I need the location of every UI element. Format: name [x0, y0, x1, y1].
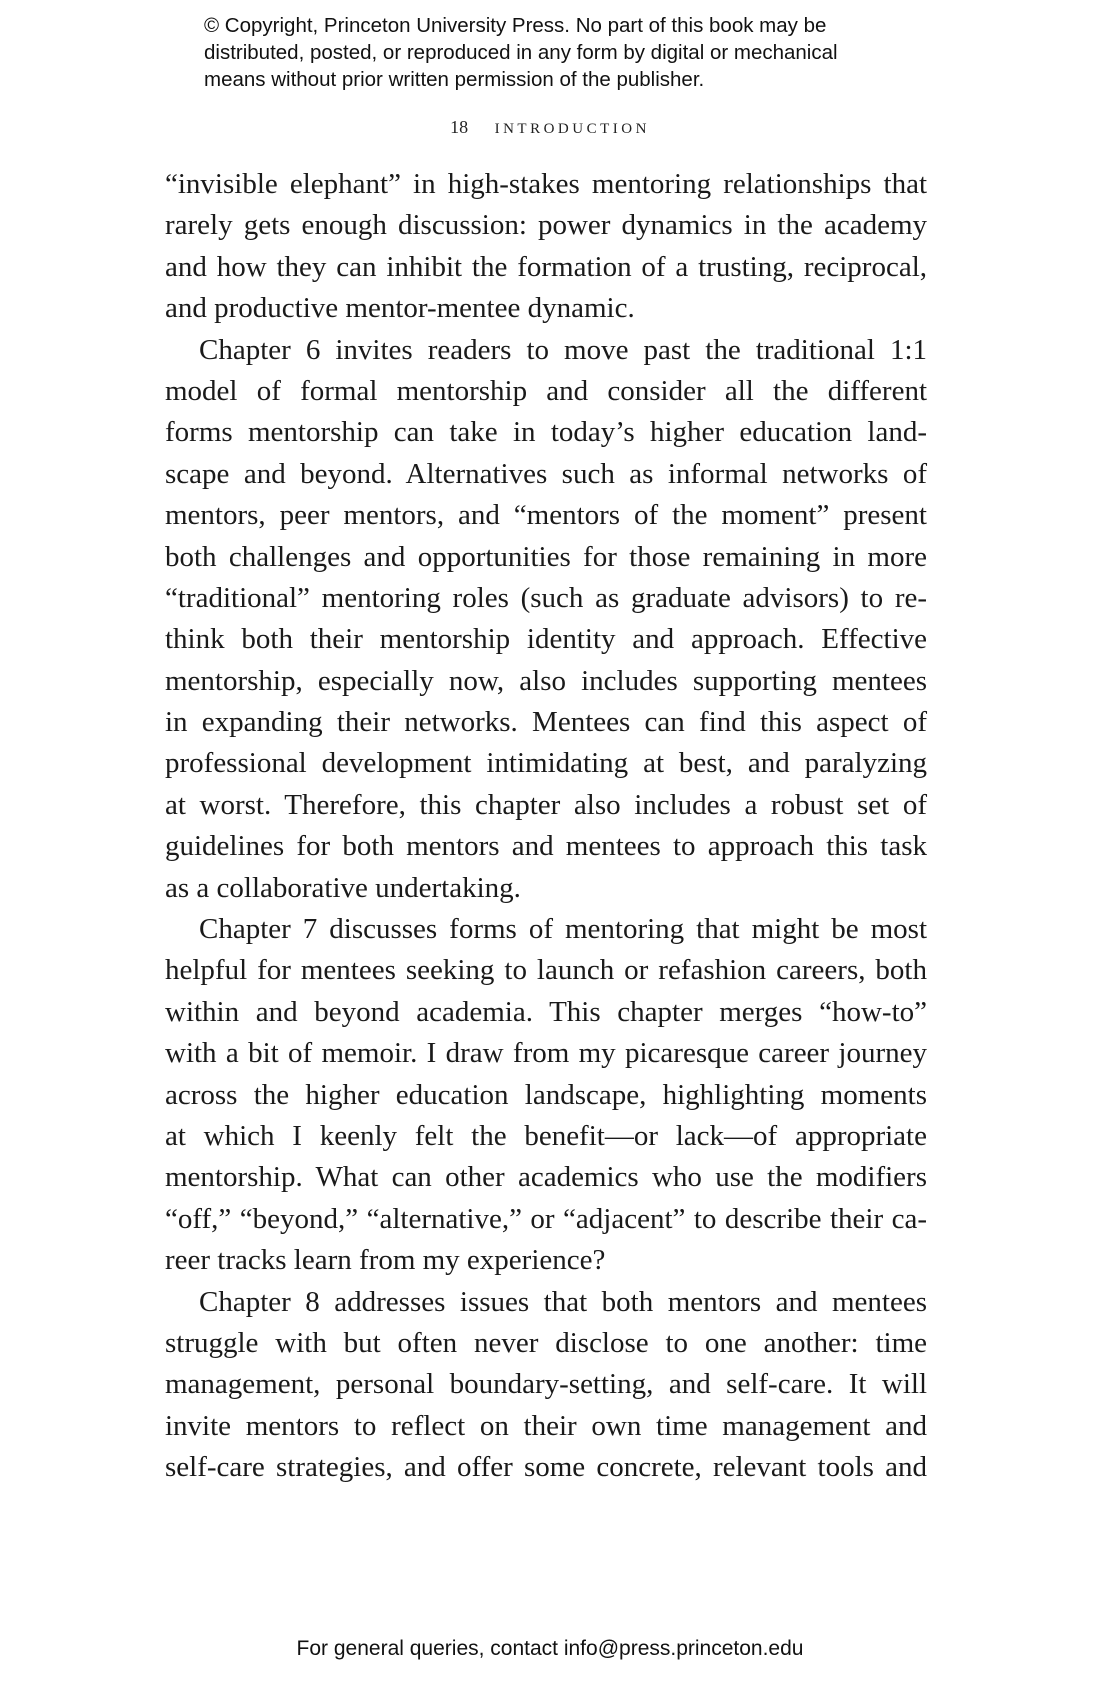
text-line: mentorship. What can other academics who use the modifiers — [165, 1161, 927, 1194]
text-line: and productive mentor-mentee dynamic. — [165, 292, 635, 325]
copyright-line: © Copyright, Princeton University Press. No part of this book may be — [204, 14, 827, 37]
text-line: “invisible elephant” in high-stakes mentoring relationships that — [165, 168, 927, 200]
text-line: as a collaborative undertaking. — [165, 871, 521, 904]
paragraph — [165, 330, 927, 909]
text-line: struggle with but often never disclose to one another: time — [165, 1326, 927, 1359]
text-line: “off,” “beyond,” “alternative,” or “adjacent” to describe their ca- — [165, 1202, 927, 1235]
paragraph — [165, 1282, 927, 1489]
copyright-line: distributed, posted, or reproduced in any form by digital or mechanical — [204, 41, 838, 64]
text-line: reer tracks learn from my experience? — [165, 1244, 606, 1277]
text-line: Chapter 8 addresses issues that both mentors and mentees — [199, 1285, 927, 1318]
running-head-title: introduction — [494, 113, 650, 138]
text-line: model of formal mentorship and consider all the different — [165, 374, 927, 407]
text-line: forms mentorship can take in today’s higher education land- — [165, 416, 927, 449]
text-line: Chapter 7 discusses forms of mentoring that might be most — [199, 913, 927, 946]
text-line: guidelines for both mentors and mentees to approach this task — [165, 830, 927, 863]
copyright-notice — [204, 12, 964, 93]
text-line: professional development intimidating at best, and paralyzing — [165, 747, 927, 780]
text-line: in expanding their networks. Mentees can find this aspect of — [165, 706, 927, 739]
text-line: across the higher education landscape, highlighting moments — [165, 1078, 927, 1111]
paragraph — [165, 164, 927, 330]
text-line: and how they can inhibit the formation of a trusting, reciprocal, — [165, 250, 927, 283]
text-line: management, personal boundary-setting, and self-care. It will — [165, 1368, 927, 1401]
footer-contact: For general queries, contact info@press.princeton.edu — [296, 1637, 804, 1660]
body-text — [165, 164, 927, 1489]
text-line: think both their mentorship identity and approach. Effective — [165, 623, 927, 656]
running-head — [0, 113, 1100, 139]
text-line: scape and beyond. Alternatives such as informal networks of — [165, 457, 927, 490]
text-line: mentors, peer mentors, and “mentors of the moment” present — [165, 499, 927, 532]
text-line: mentorship, especially now, also includes supporting mentees — [165, 664, 927, 697]
text-line: Chapter 6 invites readers to move past the traditional 1:1 — [199, 333, 927, 366]
text-line: rarely gets enough discussion: power dynamics in the academy — [165, 209, 927, 242]
text-line: at which I keenly felt the benefit—or lack—of appropriate — [165, 1119, 927, 1152]
text-line: “traditional” mentoring roles (such as graduate advisors) to re- — [165, 581, 927, 614]
text-line: at worst. Therefore, this chapter also includes a robust set of — [165, 788, 927, 821]
text-line: self-care strategies, and offer some concrete, relevant tools and — [165, 1451, 927, 1484]
text-line: within and beyond academia. This chapter merges “how-to” — [165, 995, 927, 1028]
copyright-line: means without prior written permission of the publisher. — [204, 68, 705, 91]
text-line: helpful for mentees seeking to launch or refashion careers, both — [165, 954, 927, 987]
text-line: invite mentors to reflect on their own time management and — [165, 1409, 927, 1442]
page-number: 18 — [450, 117, 469, 137]
paragraph — [165, 909, 927, 1282]
text-line: with a bit of memoir. I draw from my picaresque career journey — [165, 1037, 927, 1070]
text-line: both challenges and opportunities for those remaining in more — [165, 540, 927, 573]
